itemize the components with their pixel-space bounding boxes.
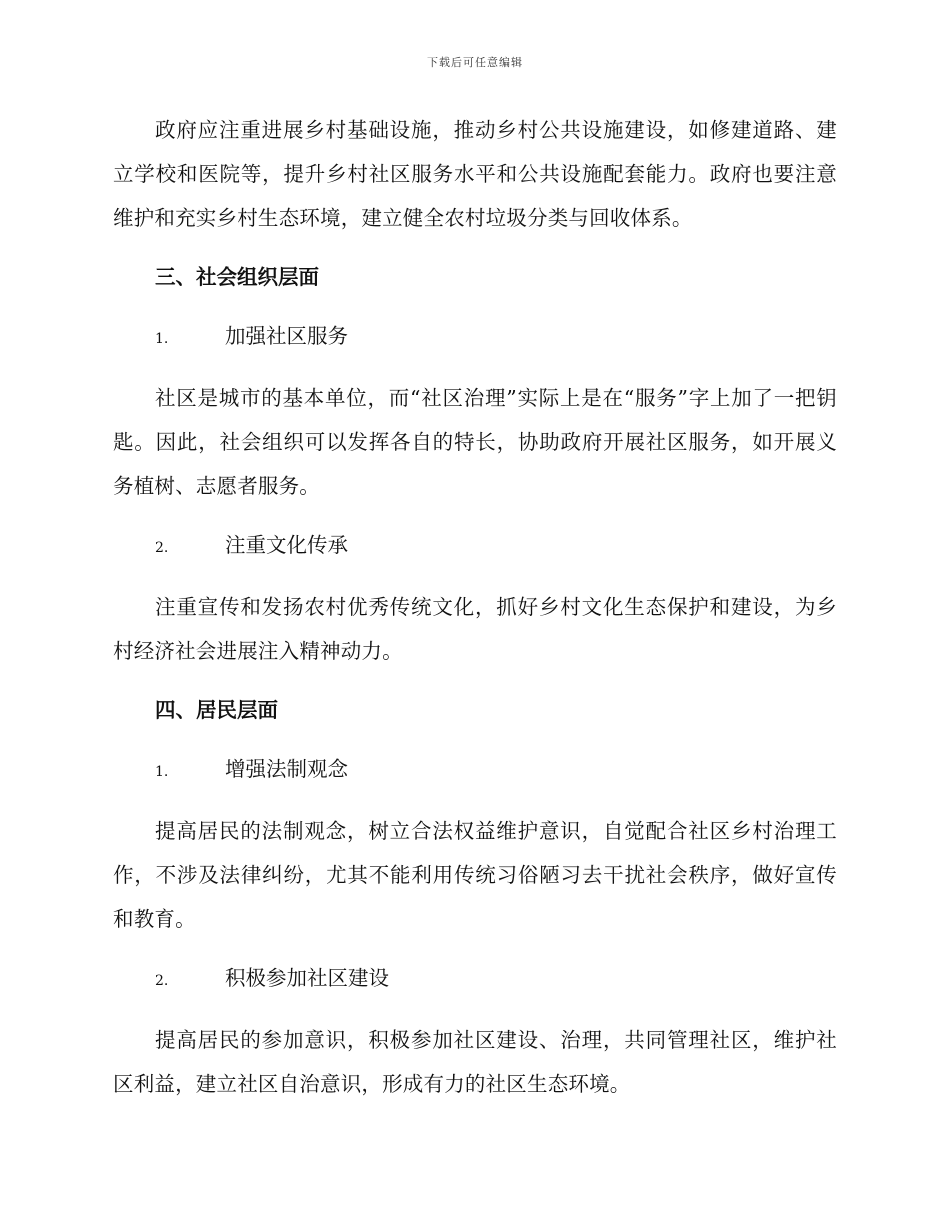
paragraph-community-participation: 提高居民的参加意识，积极参加社区建设、治理，共同管理社区，维护社区利益，建立社区自治意识，形成有力的社区生态环境。 [113,1028,837,1096]
list-number: 1. [155,764,169,780]
list-number: 1. [155,331,169,347]
paragraph-cultural-heritage: 注重宣传和发扬农村优秀传统文化，抓好乡村文化生态保护和建设，为乡村经济社会进展注入精神动力。 [113,595,837,663]
page-header: 下载后可任意编辑 [427,56,523,69]
section-heading-residents: 四、居民层面 [155,698,278,722]
section-heading-social-organization: 三、社会组织层面 [155,265,319,289]
paragraph-community-service: 社区是城市的基本单位，而“社区治理”实际上是在“服务”字上加了一把钥匙。因此，社会组织可以发挥各自的特长，协助政府开展社区服务，如开展义务植树、志愿者服务。 [113,386,837,498]
list-item-legal-awareness [113,747,837,794]
list-item-community-participation [113,956,837,1003]
list-title: 加强社区服务 [225,324,348,348]
list-item-community-service [113,314,837,361]
document-body [113,108,837,1121]
list-number: 2. [155,973,169,989]
list-title: 积极参加社区建设 [225,966,389,990]
list-title: 增强法制观念 [225,757,348,781]
list-item-cultural-heritage [113,523,837,570]
paragraph-legal-awareness: 提高居民的法制观念，树立合法权益维护意识，自觉配合社区乡村治理工作，不涉及法律纠纷，尤其不能利用传统习俗陋习去干扰社会秩序，做好宣传和教育。 [113,819,837,931]
list-title: 注重文化传承 [225,533,348,557]
paragraph-infrastructure: 政府应注重进展乡村基础设施，推动乡村公共设施建设，如修建道路、建立学校和医院等，提升乡村社区服务水平和公共设施配套能力。政府也要注意维护和充实乡村生态环境，建立健全农村垃圾分类与回收体系。 [113,118,837,230]
list-number: 2. [155,540,169,556]
